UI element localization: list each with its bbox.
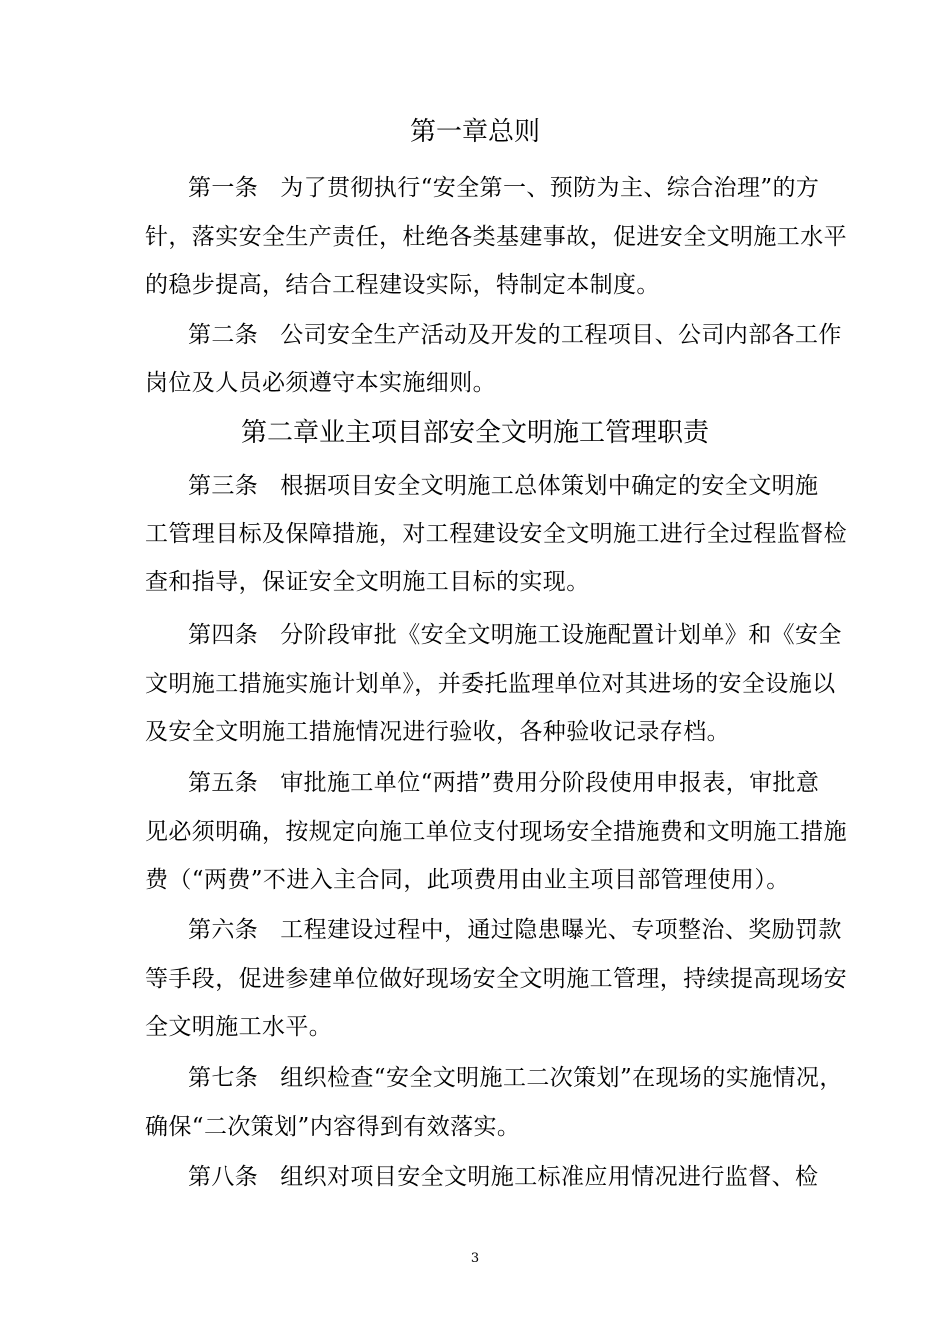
article-3-line-1 — [188, 471, 818, 501]
article-number: 第三条 — [188, 473, 259, 499]
article-4-line-1 — [188, 620, 842, 650]
article-text: 组织检查“安全文明施工二次策划”在现场的实施情况， — [280, 1065, 843, 1091]
article-2-line-2: 岗位及人员必须遵守本实施细则。 — [145, 370, 496, 396]
article-6-line-2: 等手段，促进参建单位做好现场安全文明施工管理，持续提高现场安 — [145, 966, 847, 992]
article-number: 第一条 — [188, 175, 259, 201]
article-6-line-1 — [188, 915, 842, 945]
chapter-1-title: 第一章总则 — [409, 117, 540, 147]
article-number: 第八条 — [188, 1164, 259, 1190]
article-5-line-3: 费（“两费”不进入主合同，此项费用由业主项目部管理使用）。 — [145, 867, 790, 893]
article-text: 审批施工单位“两措”费用分阶段使用申报表，审批意 — [280, 770, 820, 796]
article-text: 公司安全生产活动及开发的工程项目、公司内部各工作 — [280, 322, 842, 348]
article-4-line-3: 及安全文明施工措施情况进行验收，各种验收记录存档。 — [145, 719, 730, 745]
article-8-line-1 — [188, 1162, 818, 1192]
article-3-line-3: 查和指导，保证安全文明施工目标的实现。 — [145, 569, 590, 595]
article-7-line-2: 确保“二次策划”内容得到有效落实。 — [145, 1114, 521, 1140]
article-number: 第二条 — [188, 322, 259, 348]
article-text: 组织对项目安全文明施工标准应用情况进行监督、检 — [280, 1164, 819, 1190]
article-text: 根据项目安全文明施工总体策划中确定的安全文明施 — [280, 473, 819, 499]
article-number: 第六条 — [188, 917, 259, 943]
article-text: 工程建设过程中，通过隐患曝光、专项整治、奖励罚款 — [280, 917, 842, 943]
article-number: 第五条 — [188, 770, 259, 796]
article-4-line-2: 文明施工措施实施计划单》，并委托监理单位对其进场的安全设施以 — [145, 671, 836, 697]
chapter-2-title: 第二章业主项目部安全文明施工管理职责 — [240, 418, 709, 448]
article-text: 为了贯彻执行“安全第一、预防为主、综合治理”的方 — [280, 175, 820, 201]
page-number: 3 — [470, 1251, 480, 1266]
article-5-line-2: 见必须明确，按规定向施工单位支付现场安全措施费和文明施工措施 — [145, 819, 847, 845]
article-2-line-1 — [188, 320, 842, 350]
article-7-line-1 — [188, 1063, 843, 1093]
article-text: 分阶段审批《安全文明施工设施配置计划单》和《安全 — [280, 622, 842, 648]
article-1-line-1 — [188, 173, 819, 203]
article-6-line-3: 全文明施工水平。 — [145, 1014, 333, 1040]
article-number: 第七条 — [188, 1065, 259, 1091]
article-3-line-2: 工管理目标及保障措施，对工程建设安全文明施工进行全过程监督检 — [145, 521, 847, 547]
article-number: 第四条 — [188, 622, 259, 648]
article-1-line-3: 的稳步提高，结合工程建设实际，特制定本制度。 — [145, 272, 660, 298]
article-5-line-1 — [188, 768, 819, 798]
article-1-line-2: 针，落实安全生产责任，杜绝各类基建事故，促进安全文明施工水平 — [145, 224, 847, 250]
